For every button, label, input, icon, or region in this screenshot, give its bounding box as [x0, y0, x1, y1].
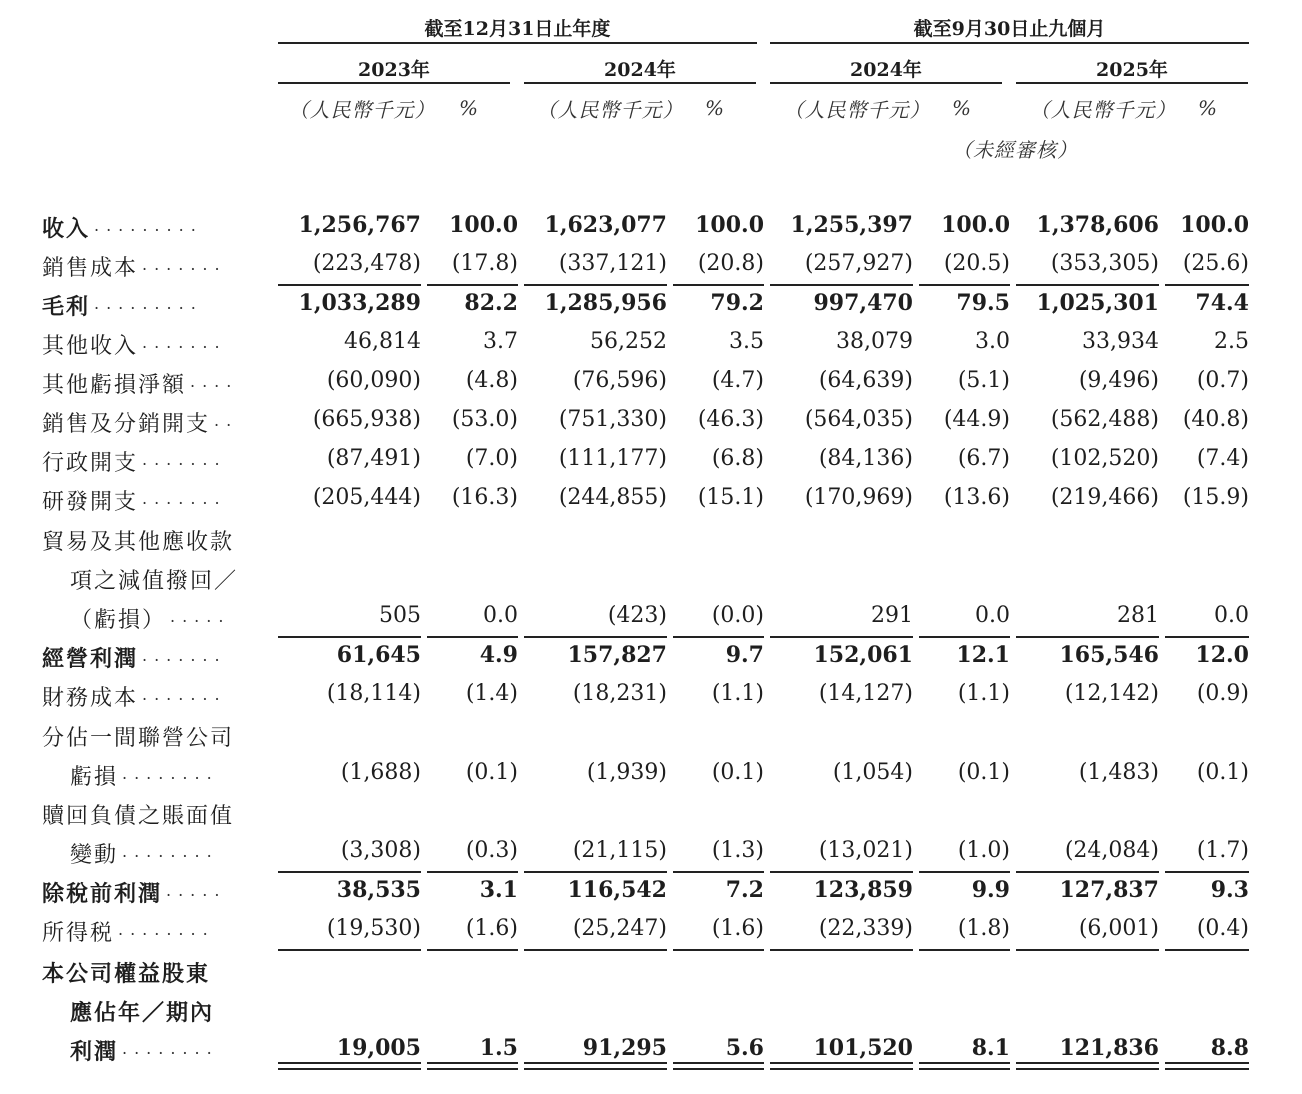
subtotal-rule [919, 636, 1010, 638]
amount-cell: 116,542 [567, 877, 667, 903]
row-label: 利潤 [70, 1039, 119, 1065]
amount-cell: 165,546 [1059, 642, 1159, 668]
row-label: 其他收入 [42, 334, 139, 359]
percent-cell: (1.3) [711, 838, 764, 863]
unit-percent-label: % [704, 96, 725, 120]
percent-cell: 100.0 [695, 212, 764, 238]
row-label: 經營利潤 [42, 646, 139, 672]
subtotal-rule [1165, 871, 1249, 873]
row-label: 貿易及其他應收款 [42, 530, 235, 555]
amount-cell: (111,177) [558, 446, 667, 471]
percent-cell: (1.6) [711, 916, 764, 941]
amount-cell: (353,305) [1050, 251, 1159, 276]
percent-cell: 8.8 [1210, 1035, 1249, 1061]
total-double-rule-upper [278, 1062, 421, 1064]
row-label: 本公司權益股東 [42, 961, 211, 987]
amount-cell: (6,001) [1078, 916, 1159, 941]
amount-cell: (14,127) [818, 681, 913, 706]
row-label: 虧損 [70, 765, 119, 790]
subtotal-rule [1165, 949, 1249, 951]
dot-leader: ....... [142, 646, 227, 665]
percent-cell: 12.0 [1195, 642, 1249, 668]
percent-cell: (15.1) [697, 485, 764, 510]
row-label: 收入 [42, 216, 91, 242]
period-header-annual-rule [278, 42, 757, 44]
percent-cell: 0.0 [1214, 603, 1249, 628]
amount-cell: 56,252 [590, 329, 667, 354]
percent-cell: 3.7 [483, 329, 518, 354]
subtotal-rule [278, 636, 421, 638]
subtotal-rule [919, 871, 1010, 873]
unit-amount-label: （人民幣千元） [1029, 98, 1177, 122]
amount-cell: (564,035) [804, 407, 913, 432]
percent-cell: 2.5 [1214, 329, 1249, 354]
amount-cell: 505 [379, 603, 421, 628]
percent-cell: (40.8) [1182, 407, 1249, 432]
percent-cell: (5.1) [957, 368, 1010, 393]
percent-cell: (1.6) [465, 916, 518, 941]
amount-cell: 101,520 [813, 1035, 913, 1061]
row-label: 所得税 [42, 921, 115, 946]
percent-cell: (0.1) [465, 760, 518, 785]
period-header-nine-months: 截至9月30日止九個月 [913, 18, 1106, 40]
year-header-rule [1016, 82, 1248, 84]
amount-cell: (76,596) [572, 368, 667, 393]
percent-cell: (0.1) [1196, 760, 1249, 785]
percent-cell: 79.5 [956, 290, 1010, 316]
percent-cell: 9.7 [725, 642, 764, 668]
subtotal-rule [673, 636, 764, 638]
amount-cell: 19,005 [336, 1035, 421, 1061]
percent-cell: 0.0 [483, 603, 518, 628]
period-header-nine-months-rule [770, 42, 1249, 44]
amount-cell: (665,938) [312, 407, 421, 432]
dot-leader: ....... [142, 685, 227, 704]
subtotal-rule [278, 284, 421, 286]
total-double-rule-upper [427, 1062, 518, 1064]
amount-cell: (102,520) [1050, 446, 1159, 471]
percent-cell: 12.1 [956, 642, 1010, 668]
dot-leader: ..... [170, 607, 231, 626]
percent-cell: (1.7) [1196, 838, 1249, 863]
subtotal-rule [427, 871, 518, 873]
amount-cell: (257,927) [804, 251, 913, 276]
percent-cell: (1.1) [957, 681, 1010, 706]
amount-cell: (87,491) [326, 446, 421, 471]
subtotal-rule [278, 871, 421, 873]
percent-cell: 1.5 [479, 1035, 518, 1061]
unit-percent-label: % [458, 96, 479, 120]
percent-cell: (4.7) [711, 368, 764, 393]
total-double-rule-lower [770, 1068, 913, 1070]
total-double-rule-upper [1165, 1062, 1249, 1064]
percent-cell: (4.8) [465, 368, 518, 393]
amount-cell: (423) [607, 603, 667, 628]
percent-cell: 9.3 [1210, 877, 1249, 903]
amount-cell: 38,535 [336, 877, 421, 903]
dot-leader: ....... [142, 489, 227, 508]
year-header: 2025年 [1096, 59, 1168, 81]
percent-cell: 3.0 [975, 329, 1010, 354]
amount-cell: (18,231) [572, 681, 667, 706]
percent-cell: (44.9) [943, 407, 1010, 432]
percent-cell: 8.1 [971, 1035, 1010, 1061]
year-header-rule [278, 82, 510, 84]
amount-cell: 1,025,301 [1036, 290, 1159, 316]
amount-cell: 1,256,767 [298, 212, 421, 238]
percent-cell: (53.0) [451, 407, 518, 432]
amount-cell: (19,530) [326, 916, 421, 941]
dot-leader: .... [190, 372, 239, 391]
percent-cell: (6.7) [957, 446, 1010, 471]
percent-cell: 100.0 [941, 212, 1010, 238]
unit-amount-label: （人民幣千元） [288, 98, 436, 122]
total-double-rule-lower [673, 1068, 764, 1070]
amount-cell: (1,939) [586, 760, 667, 785]
percent-cell: (1.8) [957, 916, 1010, 941]
percent-cell: (0.9) [1196, 681, 1249, 706]
subtotal-rule [673, 284, 764, 286]
percent-cell: (20.5) [943, 251, 1010, 276]
subtotal-rule [1165, 284, 1249, 286]
row-label: 行政開支 [42, 451, 139, 476]
percent-cell: (6.8) [711, 446, 764, 471]
total-double-rule-upper [770, 1062, 913, 1064]
year-header-rule [770, 82, 1002, 84]
total-double-rule-upper [673, 1062, 764, 1064]
amount-cell: 152,061 [813, 642, 913, 668]
percent-cell: (0.3) [465, 838, 518, 863]
amount-cell: (170,969) [804, 485, 913, 510]
subtotal-rule [770, 949, 913, 951]
amount-cell: (751,330) [558, 407, 667, 432]
amount-cell: (1,688) [340, 760, 421, 785]
amount-cell: 33,934 [1082, 329, 1159, 354]
total-double-rule-lower [919, 1068, 1010, 1070]
subtotal-rule [673, 871, 764, 873]
percent-cell: 100.0 [449, 212, 518, 238]
subtotal-rule [1016, 636, 1159, 638]
row-label: 毛利 [42, 294, 91, 320]
percent-cell: (0.7) [1196, 368, 1249, 393]
subtotal-rule [524, 871, 667, 873]
amount-cell: 61,645 [336, 642, 421, 668]
subtotal-rule [1165, 636, 1249, 638]
dot-leader: ......... [94, 294, 203, 313]
amount-cell: 157,827 [567, 642, 667, 668]
amount-cell: (60,090) [326, 368, 421, 393]
subtotal-rule [427, 636, 518, 638]
percent-cell: (0.1) [711, 760, 764, 785]
total-double-rule-lower [1165, 1068, 1249, 1070]
row-label: 銷售成本 [42, 256, 139, 281]
percent-cell: (0.0) [711, 603, 764, 628]
subtotal-rule [919, 284, 1010, 286]
year-header: 2024年 [850, 59, 922, 81]
subtotal-rule [770, 284, 913, 286]
dot-leader: ........ [118, 920, 215, 939]
amount-cell: (21,115) [572, 838, 667, 863]
subtotal-rule [427, 284, 518, 286]
amount-cell: 123,859 [813, 877, 913, 903]
percent-cell: (0.4) [1196, 916, 1249, 941]
amount-cell: 997,470 [813, 290, 913, 316]
subtotal-rule [1016, 284, 1159, 286]
row-label: 應佔年／期內 [70, 1000, 215, 1026]
amount-cell: (1,054) [832, 760, 913, 785]
unaudited-note: （未經審核） [952, 138, 1078, 162]
dot-leader: ........ [122, 764, 219, 783]
percent-cell: 5.6 [725, 1035, 764, 1061]
subtotal-rule [427, 949, 518, 951]
subtotal-rule [1016, 871, 1159, 873]
percent-cell: 3.1 [479, 877, 518, 903]
row-label: 銷售及分銷開支 [42, 412, 211, 437]
percent-cell: 82.2 [464, 290, 518, 316]
dot-leader: ....... [142, 450, 227, 469]
percent-cell: (7.4) [1196, 446, 1249, 471]
row-label: 研發開支 [42, 490, 139, 515]
percent-cell: (20.8) [697, 251, 764, 276]
row-label: 其他虧損淨額 [42, 373, 187, 398]
percent-cell: 9.9 [971, 877, 1010, 903]
amount-cell: (24,084) [1064, 838, 1159, 863]
percent-cell: 79.2 [710, 290, 764, 316]
amount-cell: 38,079 [836, 329, 913, 354]
amount-cell: (12,142) [1064, 681, 1159, 706]
year-header: 2024年 [604, 59, 676, 81]
amount-cell: (3,308) [340, 838, 421, 863]
amount-cell: 1,623,077 [544, 212, 667, 238]
amount-cell: (84,136) [818, 446, 913, 471]
percent-cell: (1.4) [465, 681, 518, 706]
subtotal-rule [673, 949, 764, 951]
row-label: 分佔一間聯營公司 [42, 726, 235, 751]
amount-cell: 1,255,397 [790, 212, 913, 238]
period-header-annual: 截至12月31日止年度 [424, 18, 611, 40]
subtotal-rule [524, 284, 667, 286]
percent-cell: (1.0) [957, 838, 1010, 863]
total-double-rule-upper [919, 1062, 1010, 1064]
subtotal-rule [770, 636, 913, 638]
total-double-rule-lower [427, 1068, 518, 1070]
percent-cell: (7.0) [465, 446, 518, 471]
row-label: 贖回負債之賬面值 [42, 804, 235, 829]
amount-cell: (562,488) [1050, 407, 1159, 432]
amount-cell: (1,483) [1078, 760, 1159, 785]
amount-cell: (18,114) [326, 681, 421, 706]
amount-cell: 1,285,956 [544, 290, 667, 316]
dot-leader: .. [214, 411, 239, 430]
amount-cell: (25,247) [572, 916, 667, 941]
amount-cell: (64,639) [818, 368, 913, 393]
percent-cell: (0.1) [957, 760, 1010, 785]
subtotal-rule [524, 636, 667, 638]
amount-cell: 121,836 [1059, 1035, 1159, 1061]
percent-cell: (17.8) [451, 251, 518, 276]
total-double-rule-upper [1016, 1062, 1159, 1064]
amount-cell: 291 [871, 603, 913, 628]
total-double-rule-lower [278, 1068, 421, 1070]
amount-cell: (9,496) [1078, 368, 1159, 393]
unit-amount-label: （人民幣千元） [536, 98, 684, 122]
percent-cell: 74.4 [1195, 290, 1249, 316]
amount-cell: (337,121) [558, 251, 667, 276]
percent-cell: (1.1) [711, 681, 764, 706]
total-double-rule-lower [1016, 1068, 1159, 1070]
percent-cell: (25.6) [1182, 251, 1249, 276]
amount-cell: (205,444) [312, 485, 421, 510]
dot-leader: ..... [166, 881, 227, 900]
amount-cell: 127,837 [1059, 877, 1159, 903]
dot-leader: ......... [94, 216, 203, 235]
dot-leader: ........ [122, 1039, 219, 1058]
percent-cell: 100.0 [1180, 212, 1249, 238]
year-header: 2023年 [358, 59, 430, 81]
amount-cell: 1,033,289 [298, 290, 421, 316]
unit-percent-label: % [1197, 96, 1218, 120]
subtotal-rule [278, 949, 421, 951]
dot-leader: ........ [122, 842, 219, 861]
amount-cell: (13,021) [818, 838, 913, 863]
row-label: 項之減值撥回／ [70, 569, 239, 594]
subtotal-rule [1016, 949, 1159, 951]
subtotal-rule [524, 949, 667, 951]
percent-cell: 4.9 [479, 642, 518, 668]
row-label: 財務成本 [42, 686, 139, 711]
dot-leader: ....... [142, 255, 227, 274]
amount-cell: 1,378,606 [1036, 212, 1159, 238]
percent-cell: (13.6) [943, 485, 1010, 510]
percent-cell: 3.5 [729, 329, 764, 354]
percent-cell: (16.3) [451, 485, 518, 510]
row-label: 變動 [70, 843, 119, 868]
row-label: 除稅前利潤 [42, 881, 163, 907]
amount-cell: (22,339) [818, 916, 913, 941]
amount-cell: (244,855) [558, 485, 667, 510]
unit-amount-label: （人民幣千元） [783, 98, 931, 122]
amount-cell: 91,295 [582, 1035, 667, 1061]
subtotal-rule [770, 871, 913, 873]
unit-percent-label: % [951, 96, 972, 120]
percent-cell: 0.0 [975, 603, 1010, 628]
percent-cell: 7.2 [725, 877, 764, 903]
percent-cell: (46.3) [697, 407, 764, 432]
row-label: （虧損） [70, 608, 167, 633]
amount-cell: 281 [1117, 603, 1159, 628]
amount-cell: 46,814 [344, 329, 421, 354]
amount-cell: (223,478) [312, 251, 421, 276]
amount-cell: (219,466) [1050, 485, 1159, 510]
percent-cell: (15.9) [1182, 485, 1249, 510]
subtotal-rule [919, 949, 1010, 951]
dot-leader: ....... [142, 333, 227, 352]
year-header-rule [524, 82, 756, 84]
total-double-rule-lower [524, 1068, 667, 1070]
total-double-rule-upper [524, 1062, 667, 1064]
